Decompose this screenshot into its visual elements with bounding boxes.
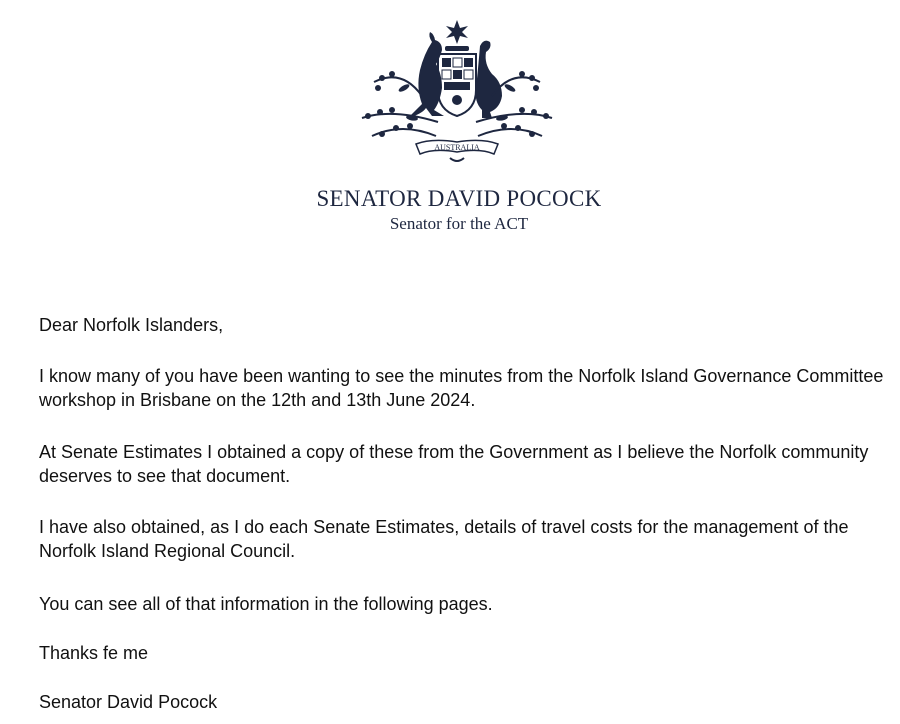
letter-paragraph: At Senate Estimates I obtained a copy of these from the Government as I believe the Norfolk community deserves to see that document. xyxy=(39,442,869,486)
letterhead-role: Senator for the ACT xyxy=(389,214,529,233)
letterhead-name: SENATOR DAVID POCOCK xyxy=(316,186,602,211)
letter-paragraph: I have also obtained, as I do each Senate Estimates, details of travel costs for the management of the Norfolk Island Regional Council. xyxy=(39,517,849,561)
letter-signature: Senator David Pocock xyxy=(39,692,218,712)
letter-closing: Thanks fe me xyxy=(39,643,149,663)
letter-paragraph: I know many of you have been wanting to see the minutes from the Norfolk Island Governance Committee workshop in Brisbane on the 12th and 13th June 2024. xyxy=(39,366,884,410)
svg-text:AUSTRALIA: AUSTRALIA xyxy=(434,143,480,152)
letter-paragraph: You can see all of that information in the following pages. xyxy=(39,594,493,614)
coat-of-arms-icon xyxy=(352,18,562,168)
letter-greeting: Dear Norfolk Islanders, xyxy=(39,315,224,335)
